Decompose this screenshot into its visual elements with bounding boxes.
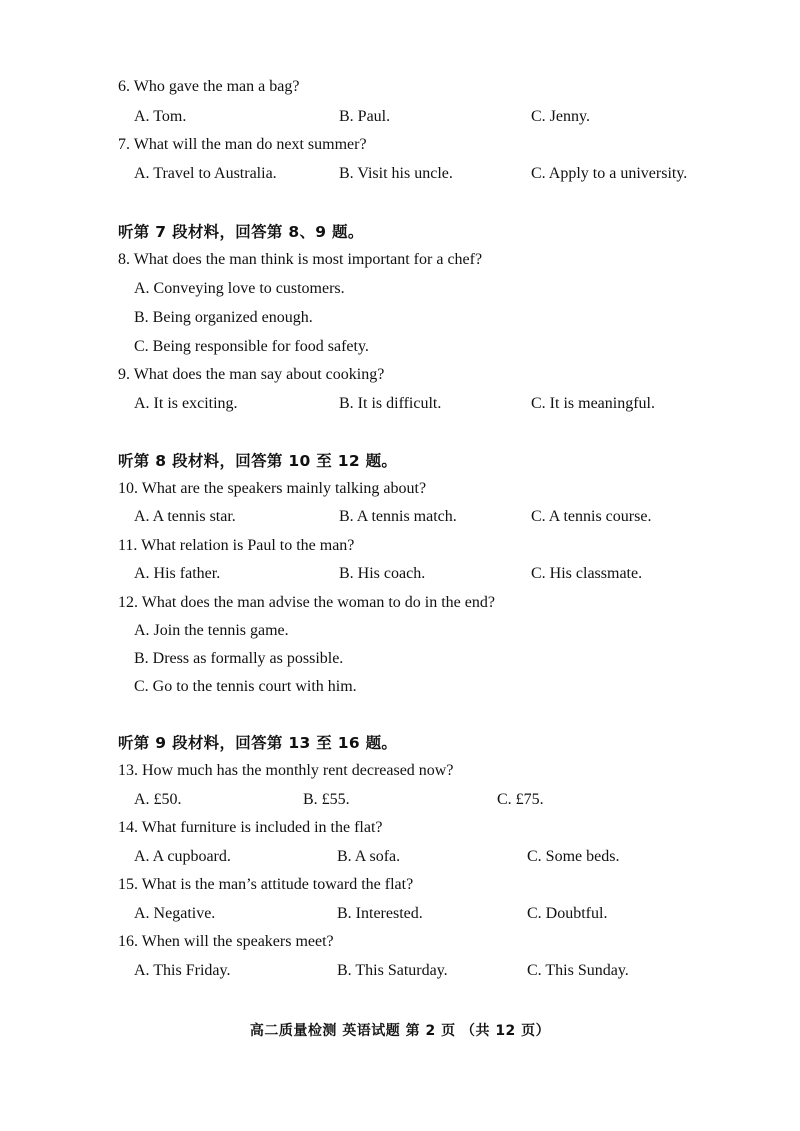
option-9a: A. It is exciting. [134, 395, 238, 412]
option-7c: C. Apply to a university. [531, 165, 688, 182]
option-13b: B. £55. [303, 791, 350, 808]
question-10 [118, 479, 426, 499]
question-text: What does the man advise the woman to do in the end? [141, 594, 495, 611]
question-text: When will the speakers meet? [141, 933, 334, 950]
section-heading-8: 听第 8 段材料，回答第 10 至 12 题。 [118, 452, 398, 470]
question-6 [118, 77, 299, 97]
question-15 [118, 875, 413, 895]
question-number: 13. [118, 762, 138, 779]
option-7a: A. Travel to Australia. [134, 165, 277, 182]
question-16 [118, 932, 334, 952]
question-7 [118, 135, 367, 155]
question-text: What does the man think is most important for a chef? [133, 251, 483, 268]
question-text: What furniture is included in the flat? [141, 819, 383, 836]
page-footer: 高二质量检测 英语试题 第 2 页 （共 12 页） [249, 1023, 551, 1039]
question-text: What will the man do next summer? [133, 136, 367, 153]
option-10c: C. A tennis course. [531, 508, 652, 525]
question-12 [118, 593, 495, 613]
question-number: 10. [118, 480, 138, 497]
question-9 [118, 365, 384, 385]
option-12b: B. Dress as formally as possible. [134, 650, 344, 667]
option-16b: B. This Saturday. [337, 962, 448, 979]
question-8 [118, 250, 482, 270]
option-11b: B. His coach. [339, 565, 426, 582]
question-number: 16. [118, 933, 138, 950]
question-14 [118, 818, 383, 838]
question-text: How much has the monthly rent decreased now? [142, 762, 454, 779]
option-13a: A. £50. [134, 791, 182, 808]
question-number: 11. [118, 537, 138, 554]
question-number: 9. [118, 366, 130, 383]
option-10a: A. A tennis star. [134, 508, 236, 525]
option-9c: C. It is meaningful. [531, 395, 655, 412]
option-16c: C. This Sunday. [527, 962, 629, 979]
section-heading-7: 听第 7 段材料，回答第 8、9 题。 [118, 223, 364, 241]
option-15a: A. Negative. [134, 905, 216, 922]
question-number: 6. [118, 78, 130, 95]
question-text: What is the man’s attitude toward the flat? [141, 876, 414, 893]
question-number: 12. [118, 594, 138, 611]
option-11a: A. His father. [134, 565, 221, 582]
option-8a: A. Conveying love to customers. [134, 280, 345, 297]
option-6c: C. Jenny. [531, 108, 590, 125]
option-14c: C. Some beds. [527, 848, 620, 865]
option-13c: C. £75. [497, 791, 544, 808]
section-heading-9: 听第 9 段材料，回答第 13 至 16 题。 [118, 734, 398, 752]
option-15c: C. Doubtful. [527, 905, 608, 922]
option-7b: B. Visit his uncle. [339, 165, 453, 182]
option-11c: C. His classmate. [531, 565, 643, 582]
question-text: What are the speakers mainly talking about? [141, 480, 427, 497]
question-number: 7. [118, 136, 130, 153]
question-11 [118, 536, 354, 556]
option-12a: A. Join the tennis game. [134, 622, 289, 639]
option-16a: A. This Friday. [134, 962, 231, 979]
option-14a: A. A cupboard. [134, 848, 231, 865]
question-number: 15. [118, 876, 138, 893]
question-13 [118, 761, 453, 781]
question-number: 14. [118, 819, 138, 836]
option-6a: A. Tom. [134, 108, 187, 125]
question-number: 8. [118, 251, 130, 268]
option-12c: C. Go to the tennis court with him. [134, 678, 357, 695]
question-text: Who gave the man a bag? [133, 78, 300, 95]
option-10b: B. A tennis match. [339, 508, 457, 525]
option-8b: B. Being organized enough. [134, 309, 313, 326]
option-9b: B. It is difficult. [339, 395, 442, 412]
option-6b: B. Paul. [339, 108, 391, 125]
option-15b: B. Interested. [337, 905, 423, 922]
option-14b: B. A sofa. [337, 848, 401, 865]
question-text: What does the man say about cooking? [133, 366, 385, 383]
question-text: What relation is Paul to the man? [141, 537, 355, 554]
option-8c: C. Being responsible for food safety. [134, 338, 369, 355]
